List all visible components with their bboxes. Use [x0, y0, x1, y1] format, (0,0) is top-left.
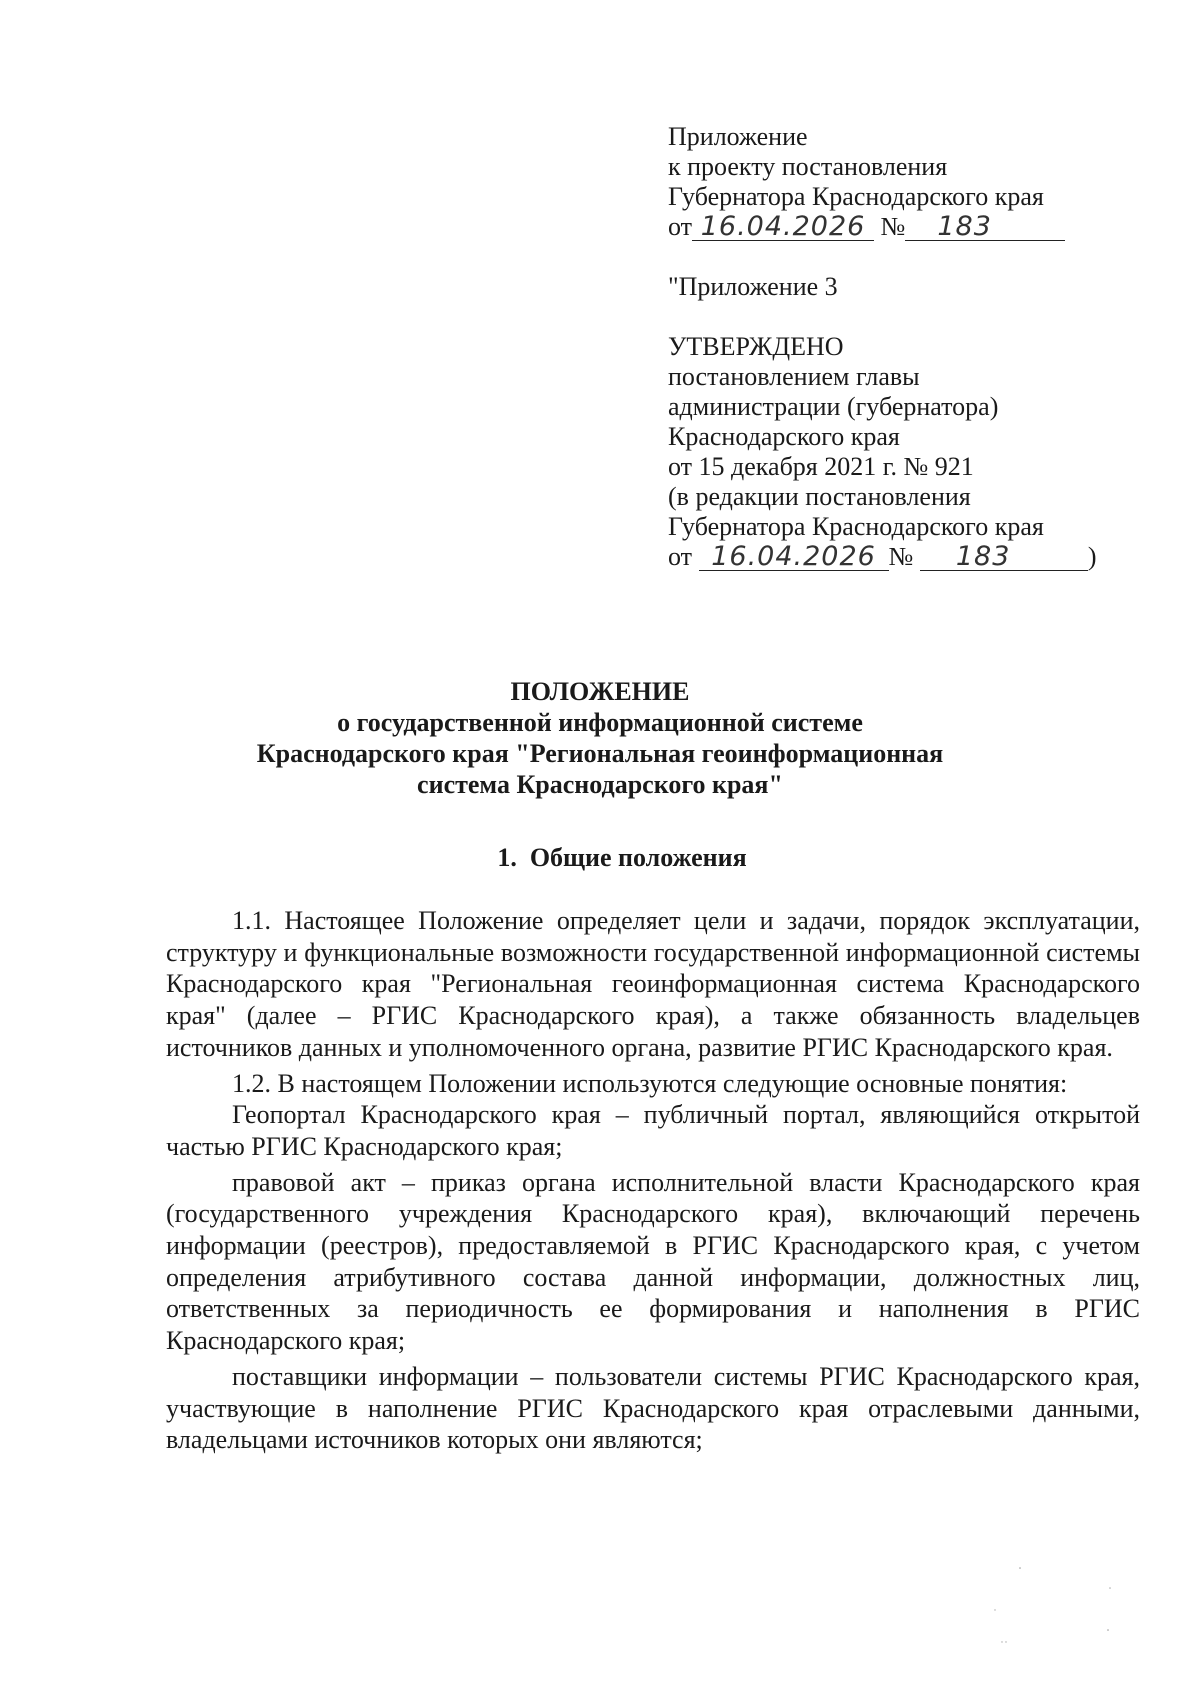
paragraph: правовой акт – приказ органа исполнительной власти Краснодарского края (государственного учреждения Краснодарского края), включающий перечень информации (реестров), предоставляемой в РГИС Краснодарского края, с учетом определения атрибутивного состава данной информации, должностных лиц, ответственных за периодичность ее формирования и наполнения в РГИС Краснодарского края; [166, 1167, 1140, 1356]
appendix-label: "Приложение 3 [668, 272, 838, 301]
attachment-block [668, 122, 1138, 572]
revision-word: редакции [695, 482, 799, 511]
paragraph: 1.2. В настоящем Положении используются следующие основные понятия: [232, 1068, 1068, 1098]
closing-paren: ) [1087, 542, 1097, 571]
revision-line [668, 482, 1134, 512]
title-line: ПОЛОЖЕНИЕ [510, 677, 690, 706]
revision-line-2: Губернатора Краснодарского края [668, 512, 1044, 541]
revision-word: постановления [805, 482, 971, 511]
date-prefix: от [668, 542, 693, 571]
handwritten-number: 183 [920, 544, 1088, 571]
header-line: Губернатора Краснодарского края [668, 182, 1044, 211]
number-sign: № [888, 542, 914, 571]
title-line: система Краснодарского края" [417, 770, 783, 799]
appendix-line: администрации (губернатора) [668, 392, 999, 421]
section-title: Общие положения [529, 843, 747, 872]
handwritten-date: 16.04.2026 [692, 214, 874, 241]
header-line: Приложение [668, 122, 808, 151]
scan-specks [990, 1560, 1140, 1680]
revision-word: (в [668, 482, 689, 511]
header-line: к проекту постановления [668, 152, 948, 181]
appendix-line: от 15 декабря 2021 г. № 921 [668, 452, 974, 481]
approved-stamp: УТВЕРЖДЕНО [668, 332, 844, 361]
title-line: о государственной информационной системе [337, 708, 863, 737]
appendix-line: постановлением главы [668, 362, 920, 391]
appendix-line: Краснодарского края [668, 422, 900, 451]
document-body [166, 905, 1140, 1456]
paragraph: Геопортал Краснодарского края – публичный портал, являющийся открытой частью РГИС Краснодарского края; [166, 1100, 1140, 1161]
number-sign: № [880, 212, 906, 241]
section-heading [0, 842, 1200, 873]
appendix-date-line [668, 542, 1138, 572]
paragraph: 1.1. Настоящее Положение определяет цели и задачи, порядок эксплуатации, структуру и функциональные возможности государственной информационной системы Краснодарского края "Региональная геоинформационная система Краснодарского края" (далее – РГИС Краснодарского края), а также обязанность владельцев источников данных и уполномоченного органа, развитие РГИС Краснодарского края. [166, 906, 1140, 1062]
section-number: 1. [497, 843, 517, 872]
header-date-line [668, 212, 1138, 242]
paragraph: поставщики информации – пользователи системы РГИС Краснодарского края, участвующие в наполнение РГИС Краснодарского края отраслевыми данными, владельцами источников которых они являются; [166, 1361, 1140, 1455]
handwritten-number: 183 [905, 214, 1065, 241]
handwritten-date: 16.04.2026 [699, 544, 889, 571]
title-line: Краснодарского края "Региональная геоинформационная [256, 739, 944, 768]
date-prefix: от [668, 212, 693, 241]
document-title [0, 676, 1200, 800]
